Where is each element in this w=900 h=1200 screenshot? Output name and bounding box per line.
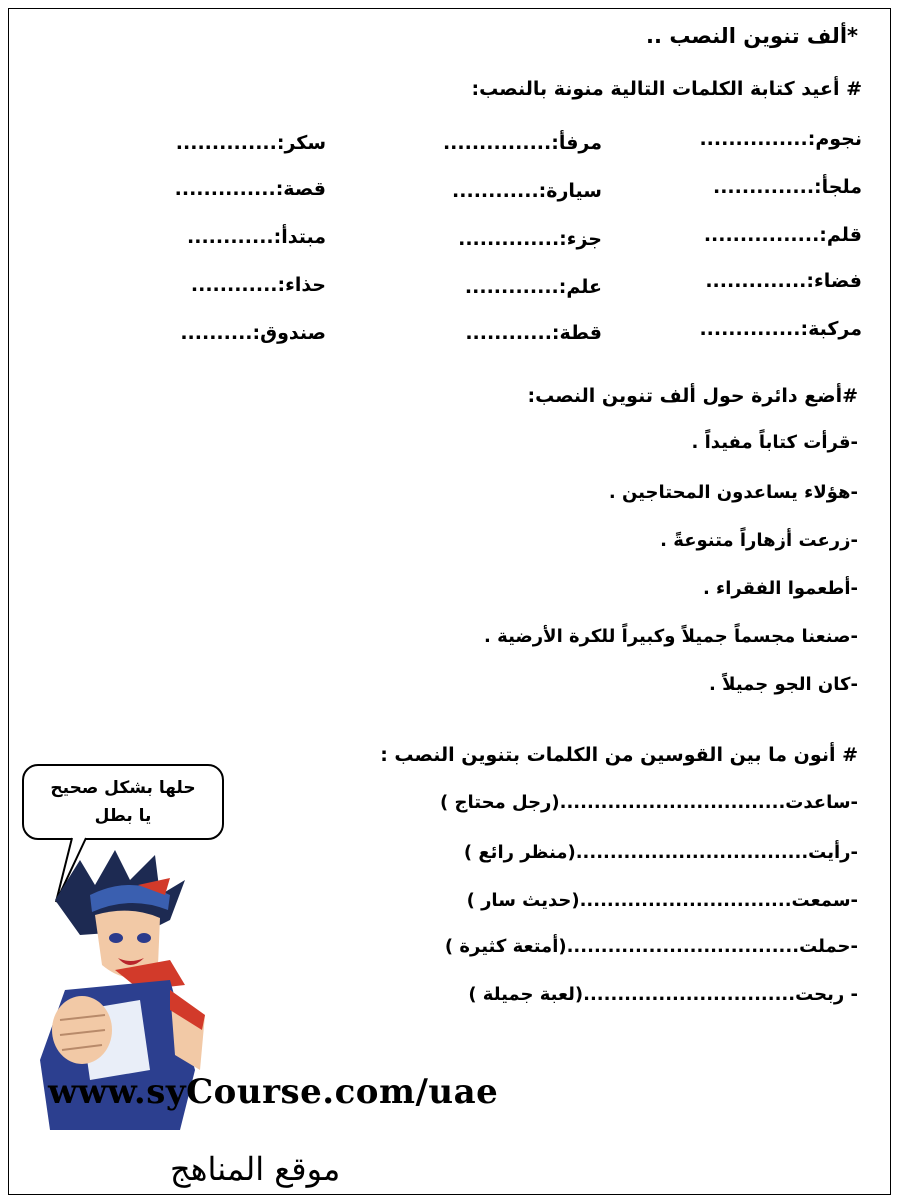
word-item: سكر:.............. bbox=[175, 132, 326, 154]
sentence-item: -كان الجو جميلاً . bbox=[709, 674, 858, 695]
section2-heading: #أضع دائرة حول ألف تنوين النصب: bbox=[527, 385, 858, 407]
fill-item: -رأيت..................................(منظر رائع ) bbox=[463, 842, 858, 863]
section1-heading: # أعيد كتابة الكلمات التالية منونة بالنصب: bbox=[471, 78, 862, 100]
speech-bubble bbox=[22, 764, 224, 840]
word-item: سيارة:............ bbox=[452, 180, 602, 202]
word-item: علم:............. bbox=[464, 276, 602, 298]
website-url: www.syCourse.com/uae bbox=[48, 1072, 499, 1112]
sentence-item: -هؤلاء يساعدون المحتاجين . bbox=[608, 482, 858, 503]
word-item: فضاء:.............. bbox=[705, 270, 862, 292]
word-item: جزء:.............. bbox=[458, 228, 602, 250]
sentence-item: -زرعت أزهاراً متنوعةً . bbox=[660, 530, 858, 551]
word-item: نجوم:............... bbox=[699, 128, 862, 150]
worksheet-title: *ألف تنوين النصب .. bbox=[646, 24, 858, 48]
word-item: قطة:............ bbox=[465, 322, 602, 344]
fill-item: -ساعدت.................................(رجل محتاج ) bbox=[440, 792, 858, 813]
fill-item: -حملت..................................(أمتعة كثيرة ) bbox=[444, 936, 858, 957]
word-item: صندوق:.......... bbox=[180, 322, 326, 344]
word-item: قصة:.............. bbox=[174, 178, 326, 200]
fill-item: - ربحت...............................(لعبة جميلة ) bbox=[468, 984, 858, 1005]
word-item: قلم:................ bbox=[703, 224, 862, 246]
site-name: موقع المناهج bbox=[170, 1150, 341, 1188]
word-item: مرفأ:............... bbox=[442, 132, 602, 154]
fill-item: -سمعت...............................(حديث سار ) bbox=[466, 890, 858, 911]
bubble-line-1: حلها بشكل صحيح bbox=[50, 778, 196, 798]
word-item: ملجأ:.............. bbox=[713, 176, 862, 198]
word-item: حذاء:............ bbox=[190, 274, 326, 296]
sentence-item: -قرأت كتاباً مفيداً . bbox=[691, 432, 858, 453]
sentence-item: -صنعنا مجسماً جميلاً وكبيراً للكرة الأرضية . bbox=[484, 626, 858, 647]
word-item: مركبة:.............. bbox=[699, 318, 862, 340]
section3-heading: # أنون ما بين القوسين من الكلمات بتنوين النصب : bbox=[380, 744, 858, 766]
bubble-line-2: يا بطل bbox=[94, 806, 152, 826]
word-item: مبتدأ:............ bbox=[187, 226, 326, 248]
sentence-item: -أطعموا الفقراء . bbox=[702, 578, 858, 599]
